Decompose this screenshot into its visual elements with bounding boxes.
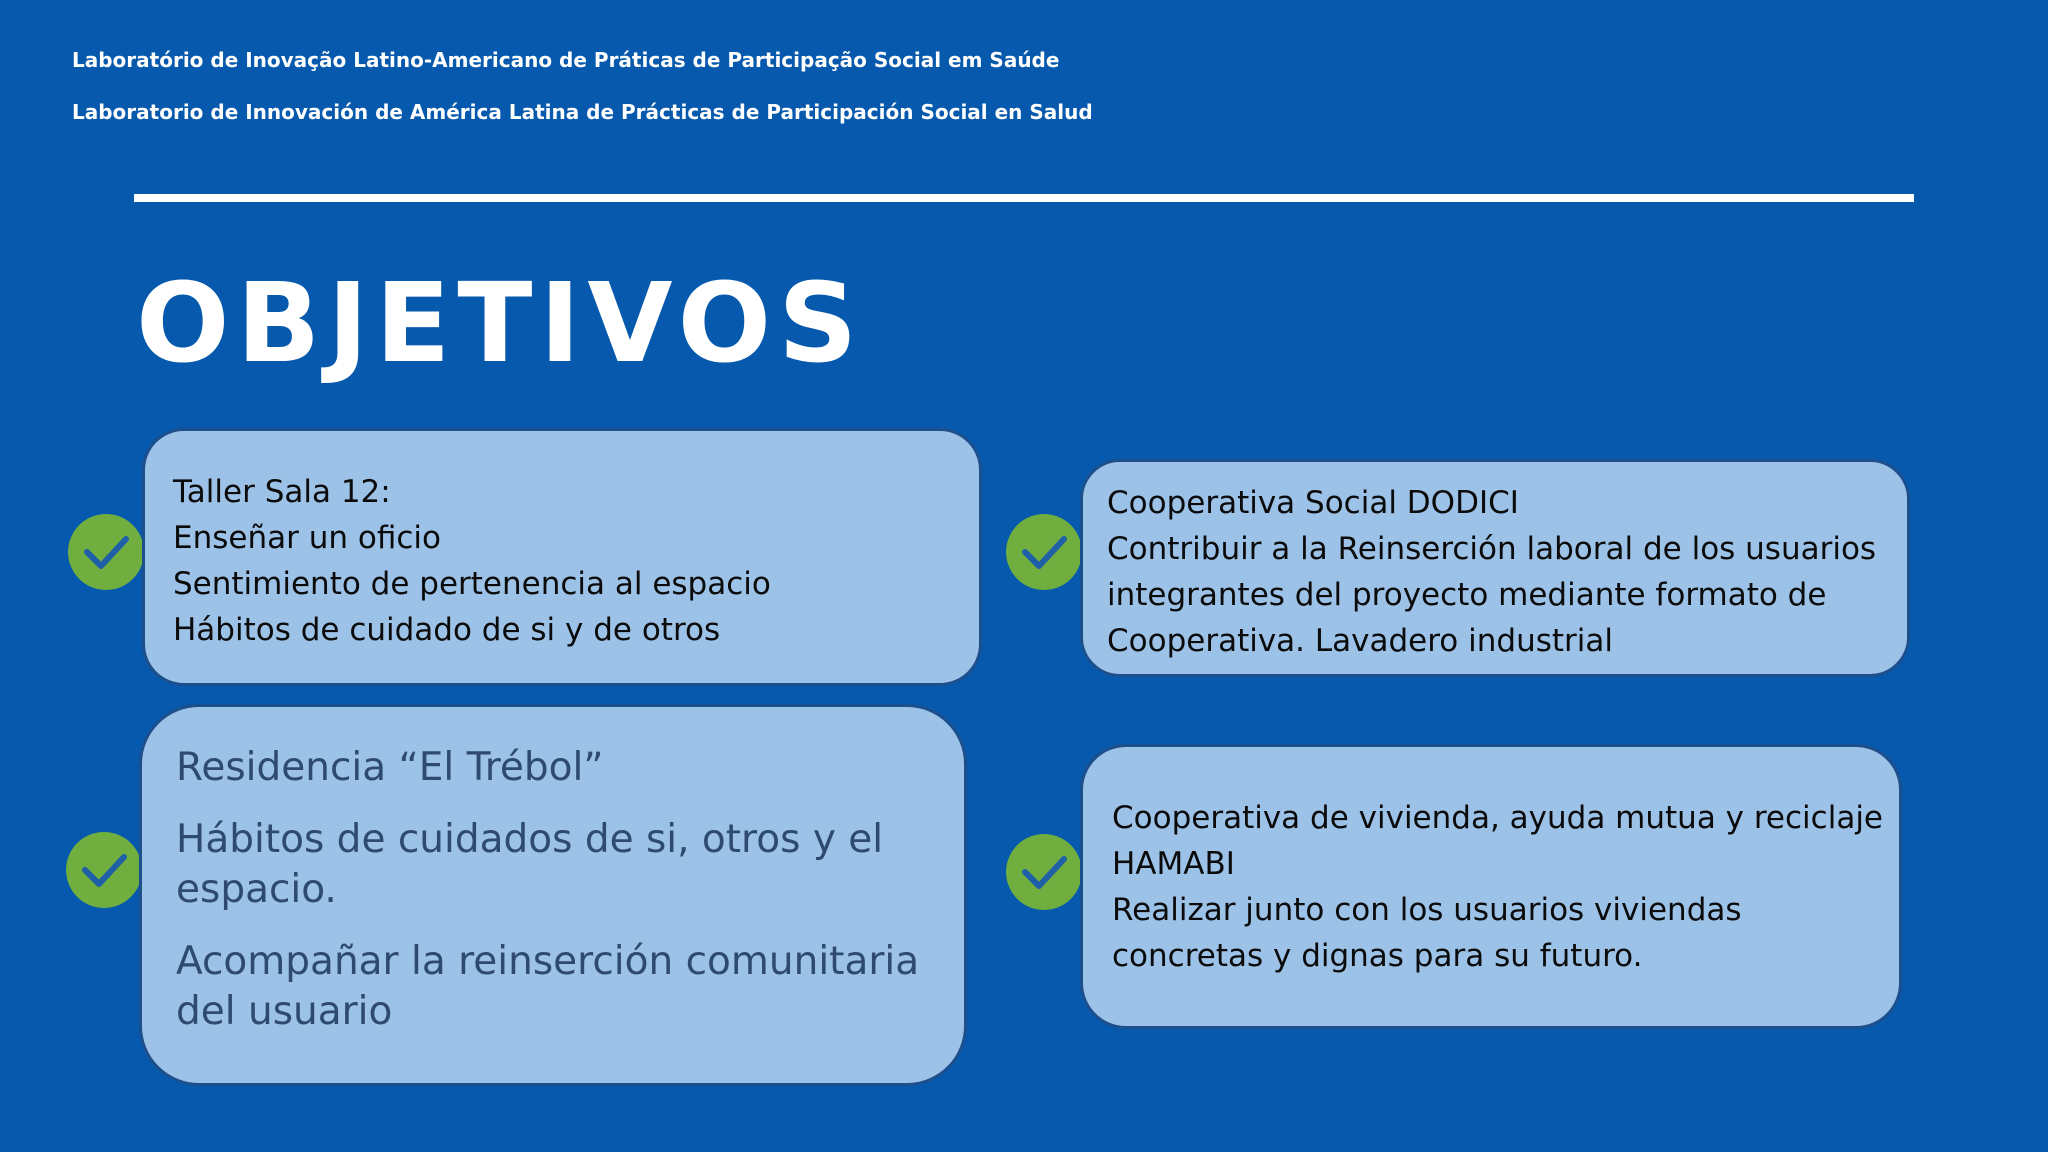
objective-card-dodici: [1080, 459, 1910, 677]
card-line: integrantes del proyecto mediante formato de: [1107, 577, 1827, 613]
check-circle-icon: [66, 832, 142, 908]
objective-card-sala12: [142, 428, 982, 686]
card-heading: Residencia “El Trébol”: [176, 745, 604, 790]
card-line: Cooperativa. Lavadero industrial: [1107, 623, 1613, 659]
check-circle-icon: [1006, 514, 1082, 590]
objective-card-trebol: [139, 704, 967, 1086]
card-line: Acompañar la reinserción comunitaria: [176, 939, 920, 984]
check-circle-icon: [68, 514, 144, 590]
card-line: Hábitos de cuidados de si, otros y el: [176, 817, 884, 862]
card-line: Cooperativa de vivienda, ayuda mutua y reciclaje: [1112, 800, 1884, 836]
card-line: Enseñar un oficio: [173, 520, 441, 556]
header-spanish: Laboratorio de Innovación de América Latina de Prácticas de Participación Social en Salud: [72, 100, 1093, 124]
page-title: OBJETIVOS: [136, 259, 865, 387]
card-line: del usuario: [176, 989, 393, 1034]
card-line: Contribuir a la Reinserción laboral de los usuarios: [1107, 531, 1877, 567]
card-line: Hábitos de cuidado de si y de otros: [173, 612, 721, 648]
card-line: espacio.: [176, 867, 337, 912]
card-line: Taller Sala 12:: [173, 474, 391, 510]
card-line: Sentimiento de pertenencia al espacio: [173, 566, 771, 602]
card-line: HAMABI: [1112, 846, 1235, 882]
card-line: Realizar junto con los usuarios viviendas: [1112, 892, 1742, 928]
header-portuguese: Laboratório de Inovação Latino-Americano de Práticas de Participação Social em Saúde: [72, 48, 1060, 72]
header-divider: [134, 194, 1914, 202]
card-line: concretas y dignas para su futuro.: [1112, 938, 1643, 974]
check-circle-icon: [1006, 834, 1082, 910]
card-line: Cooperativa Social DODICI: [1107, 485, 1519, 521]
objective-card-hamabi: [1080, 744, 1902, 1029]
